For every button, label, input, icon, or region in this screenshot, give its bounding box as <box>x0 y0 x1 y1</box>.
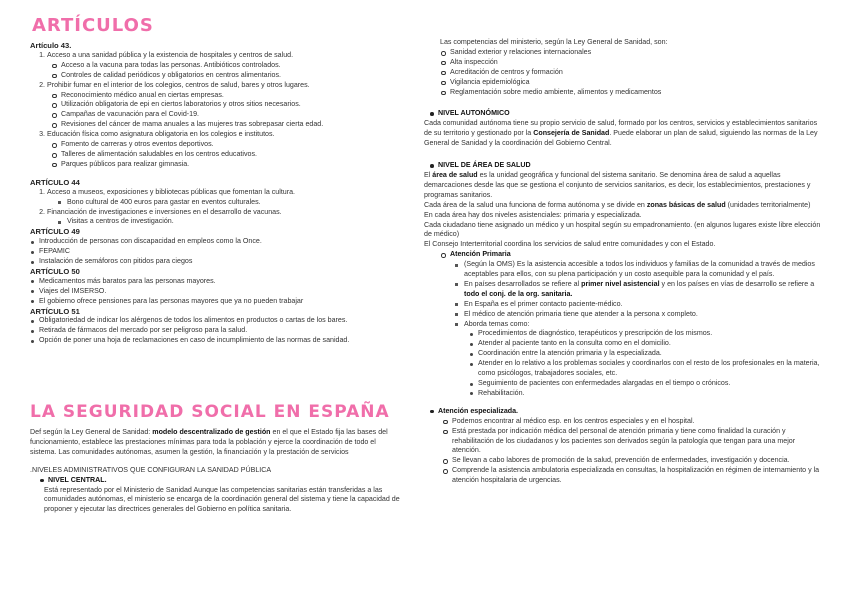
left-column <box>30 41 402 346</box>
list-item: Controles de calidad periódicos y obligatorios en centros alimentarios. <box>61 71 402 81</box>
list-item: Procedimientos de diagnóstico, terapéuticos y prescripción de los mismos. <box>478 329 824 339</box>
list-item: Alta inspección <box>450 58 824 68</box>
heading-articulo-43: Artículo 43. <box>30 41 72 50</box>
list-item: Instalación de semáforos con pitidos para ciegos <box>39 257 402 267</box>
list-item: El médico de atención primaria tiene que atender a la persona x completo. <box>464 310 824 320</box>
competencias-intro: Las competencias del ministerio, según la Ley General de Sanidad, son: <box>440 38 668 46</box>
list-item: 1. Acceso a una sanidad pública y la existencia de hospitales y centros de salud. Acceso a la vacuna para todas las personas. Antibióticos controlados. Controles de calidad periódicos y obligatorios en centros alimentarios. <box>47 51 402 81</box>
niveles-heading: .NIVELES ADMINISTRATIVOS QUE CONFIGURAN LA SANIDAD PÚBLICA <box>30 465 272 474</box>
list-item: En España es el primer contacto paciente-médico. <box>464 300 824 310</box>
area-p2: Cada área de la salud una funciona de forma autónoma y se divide en zonas básicas de salud (unidades territorialmente) <box>424 200 811 209</box>
list-item: El gobierno ofrece pensiones para las personas mayores que ya no pueden trabajar <box>39 297 402 307</box>
especializada-list <box>438 417 824 486</box>
list-item: Aborda temas como: Procedimientos de diagnóstico, terapéuticos y prescripción de los mismos. Atender al paciente tanto en la consulta como en el domicilio. Coordinación entre la atención primaria y la especializada. Atender en lo relativo a los problemas sociales y coordinarlos con el resto de los profesionales en la materia, como psicólogos, trabajadores sociales, etc. Seguimiento de pacientes con enfermedades alargadas en el tiempo o crónicos. Rehabilitación. <box>464 320 824 399</box>
list-item: Opción de poner una hoja de reclamaciones en caso de incumplimiento de las normas de sanidad. <box>39 336 384 346</box>
list-item: Obligatoriedad de indicar los alérgenos de todos los alimentos en productos o cartas de los bares. <box>39 316 384 326</box>
list-item: Reglamentación sobre medio ambiente, alimentos y medicamentos <box>450 88 824 98</box>
list-item: Parques públicos para realizar gimnasia. <box>61 160 402 170</box>
list-item: (Según la OMS) Es la asistencia accesible a todos los individuos y familias de la comunidad a través de medios aceptables para ellos, con su plena participación y un costo asequible para la comunidad y el país. <box>464 260 824 280</box>
art49-list <box>30 237 402 267</box>
list-item: Reconocimiento médico anual en ciertas empresas. <box>61 91 402 101</box>
list-item: Seguimiento de pacientes con enfermedades alargadas en el tiempo o crónicos. <box>478 379 824 389</box>
list-item: Comprende la asistencia ambulatoria especializada en consultas, la hospitalización en régimen de internamiento y la atención hospitalaria de urgencias. <box>452 466 824 486</box>
area-p5: El Consejo Interterritorial coordina los servicios de salud entre comunidades y con el Estado. <box>424 240 716 249</box>
list-item: Introducción de personas con discapacidad en empleos como la Once. <box>39 237 402 247</box>
right-column <box>424 38 824 486</box>
list-item: Acreditación de centros y formación <box>450 68 824 78</box>
primaria-list <box>450 260 824 399</box>
heading-articulo-44: ARTÍCULO 44 <box>30 177 80 187</box>
nivel-area-heading: NIVEL DE ÁREA DE SALUD <box>438 161 824 171</box>
art50-list <box>30 277 402 307</box>
temas-list <box>464 329 824 398</box>
list-item: Atender en lo relativo a los problemas sociales y coordinarlos con el resto de los profesionales en la materia, como psicólogos, trabajadores sociales, etc. <box>478 359 824 379</box>
atencion-especializada: Atención especializada. Podemos encontrar al médico esp. en los centros especiales y en el hospital. Está prestada por indicación médica del personal de atención primaria y tiene como finalidad la curación y rehabilitación de los ciudadanos y los pacientes son derivados según la patología que tengan para una mejor atención. Se llevan a cabo labores de promoción de la salud, prevención de enfermedades, investigación y docencia. Comprende la asistencia ambulatoria especializada en consultas, la hospitalización en régimen de internamiento y la atención hospitalaria de urgencias. <box>438 407 824 486</box>
atencion-primaria: Atención Primaria (Según la OMS) Es la asistencia accesible a todos los individuos y familias de la comunidad a través de medios aceptables para ellos, con su plena participación y un costo asequible para la comunidad y el país. En países desarrollados se refiere al primer nivel asistencial y en los países en vías de desarrollo se refiere a todo el conj. de la org. sanitaria. En España es el primer contacto paciente-médico. El médico de atención primaria tiene que atender a la persona x completo. Aborda temas como: Procedimientos de diagnóstico, terapéuticos y prescripción de los mismos. Atender al paciente tanto en la consulta como en el domicilio. Coordinación entre la atención primaria y la especializada. Atender en lo relativo a los problemas sociales y coordinarlos con el resto de los profesionales en la materia, como psicólogos, trabajadores sociales, etc. Seguimiento de pacientes con enfermedades alargadas en el tiempo o crónicos. Rehabilitación. <box>450 250 824 399</box>
list-item: Campañas de vacunación para el Covid-19. <box>61 110 402 120</box>
art51-list <box>30 316 402 346</box>
list-item: Podemos encontrar al médico esp. en los centros especiales y en el hospital. <box>452 417 824 427</box>
nivel-central-list <box>30 476 402 486</box>
list-item: Atender al paciente tanto en la consulta como en el domicilio. <box>478 339 824 349</box>
list-item: En países desarrollados se refiere al primer nivel asistencial y en los países en vías de desarrollo se refiere a todo el conj. de la org. sanitaria. <box>464 280 824 300</box>
list-item: Fomento de carreras y otros eventos deportivos. <box>61 140 402 150</box>
list-item: FEPAMIC <box>39 247 402 257</box>
heading-articulo-51: ARTÍCULO 51 <box>30 306 80 316</box>
list-item: Medicamentos más baratos para las personas mayores. <box>39 277 402 287</box>
competencias-list <box>424 48 824 98</box>
area-p1: El área de salud es la unidad geográfica y funcional del sistema sanitario. Se denomina área de salud a aquellas demarcaciones desde las que se gestiona el conjunto de servicios sanitarios, es decir, los establecimientos, prestaciones y programas sanitarios. <box>424 170 811 199</box>
list-item: Revisiones del cáncer de mama anuales a las mujeres tras sobrepasar cierta edad. <box>61 120 402 130</box>
page-title: ARTÍCULOS <box>32 15 154 36</box>
list-item: Está prestada por indicación médica del personal de atención primaria y tiene como finalidad la curación y rehabilitación de los ciudadanos y los pacientes son derivados según la patología que tengan para una mejor atención. <box>452 427 824 457</box>
heading-articulo-49: ARTÍCULO 49 <box>30 227 80 237</box>
section-title-seguridad-social: LA SEGURIDAD SOCIAL EN ESPAÑA <box>30 402 390 422</box>
list-item: Viajes del IMSERSO. <box>39 287 402 297</box>
list-item: 3. Educación física como asignatura obligatoria en los colegios e institutos. Fomento de carreras y otros eventos deportivos. Talleres de alimentación saludables en los centros educativos. Parques públicos para realizar gimnasia. <box>47 130 402 170</box>
list-item: Se llevan a cabo labores de promoción de la salud, prevención de enfermedades, investigación y docencia. <box>452 456 824 466</box>
area-p3: En cada área hay dos niveles asistenciales: primaria y especializada. <box>424 210 642 219</box>
list-item: 1. Acceso a museos, exposiciones y bibliotecas públicas que fomentan la cultura. Bono cultural de 400 euros para gastar en eventos culturales. <box>47 188 402 208</box>
list-item: Talleres de alimentación saludables en los centros educativos. <box>61 150 402 160</box>
seguridad-intro: Def según la Ley General de Sanidad: modelo descentralizado de gestión en el que el Estado fija las bases del funcionamiento, establece las prestaciones mínimas para toda la población y ejerce la coordinación de todo el sistema. Las comunidades autónomas, asumen la gestión, la financiación y la prestación de servicios <box>30 428 388 456</box>
art43-list <box>30 51 402 170</box>
list-item: Acceso a la vacuna para todas las personas. Antibióticos controlados. <box>61 61 402 71</box>
nivel-central-text: Está representado por el Ministerio de Sanidad Aunque las competencias sanitarias están transferidas a las comunidades autónomas, el ministerio se encarga de la coordinación general del sistema y tiene la capacidad de proponer y ejecutar las directrices generales del Gobierno en política sanitaria. <box>44 485 400 514</box>
list-item: Bono cultural de 400 euros para gastar en eventos culturales. <box>67 198 402 208</box>
list-item: Sanidad exterior y relaciones internacionales <box>450 48 824 58</box>
list-item: Utilización obligatoria de epi en ciertos laboratorios y otros sitios necesarios. <box>61 100 402 110</box>
list-item: NIVEL CENTRAL. <box>48 476 402 486</box>
list-item: Retirada de fármacos del mercado por ser peligroso para la salud. <box>39 326 384 336</box>
list-item: Coordinación entre la atención primaria y la especializada. <box>478 349 824 359</box>
list-item: Visitas a centros de investigación. <box>67 217 402 227</box>
list-item: Rehabilitación. <box>478 389 824 399</box>
heading-articulo-50: ARTÍCULO 50 <box>30 266 80 276</box>
area-p4: Cada ciudadano tiene asignado un médico y un hospital según su empadronamiento. (en algunos lugares existe libre elección de médico) <box>424 220 821 239</box>
list-item: 2. Prohibir fumar en el interior de los colegios, centros de salud, bares y otros lugares. Reconocimiento médico anual en ciertas empresas. Utilización obligatoria de epi en ciertos laboratorios y otros sitios necesarios. Campañas de vacunación para el Covid-19. Revisiones del cáncer de mama anuales a las mujeres tras sobrepasar cierta edad. <box>47 81 402 131</box>
nivel-autonomico-heading: NIVEL AUTONÓMICO <box>438 109 824 119</box>
list-item: 2. Financiación de investigaciones e inversiones en el desarrollo de vacunas. Visitas a centros de investigación. <box>47 208 402 228</box>
nivel-autonomico-text: Cada comunidad autónoma tiene su propio servicio de salud, formado por los centros, servicios y establecimientos sanitarios de su territorio y gestionado por la Consejería de Sanidad. Puede elaborar un plan de salud, siguiendo las normas de la Ley General de Sanidad y la coordinación del Gobierno Central. <box>424 119 818 148</box>
art44-list <box>30 188 402 228</box>
seguridad-social-block <box>30 428 402 515</box>
list-item: Vigilancia epidemiológica <box>450 78 824 88</box>
